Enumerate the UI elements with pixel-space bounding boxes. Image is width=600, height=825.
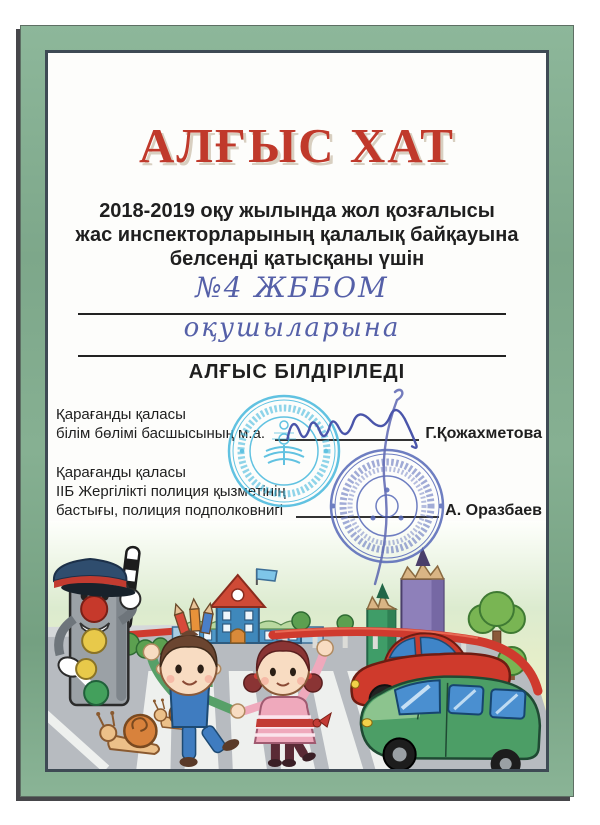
signatory-role: Қарағанды қаласы білім бөлімі басшысының м.а. <box>56 406 266 442</box>
signatory-role: Қарағанды қаласы ІІБ Жергілікті полиция қызметінің бастығы, полиция подполковнигі <box>56 464 286 519</box>
reason-line-2: жас инспекторларының қалалық байқауына <box>75 224 519 246</box>
handwritten-signature-icon <box>280 397 443 457</box>
certificate-body <box>45 50 549 772</box>
joined-hands <box>231 704 245 718</box>
reason-line-1: 2018-2019 оқу жылында жол қозғалысы <box>99 200 495 222</box>
road-safety-illustration <box>48 521 546 769</box>
signatory-name: Г.Қожахметова <box>425 425 542 442</box>
recipient-handwritten-line-2: оқушыларына <box>78 313 506 357</box>
certificate-frame <box>20 25 574 797</box>
reason-line-3: белсенді қатысқаны үшін <box>169 248 425 270</box>
gratitude-statement: АЛҒЫС БІЛДІРІЛЕДІ <box>188 361 406 383</box>
reason-text <box>48 199 546 271</box>
recipient-handwritten-line-1: №4 ЖББОМ <box>78 271 506 315</box>
signatory-name: А. Оразбаев <box>445 502 542 519</box>
certificate-title: АЛҒЫС ХАТ <box>139 118 455 173</box>
